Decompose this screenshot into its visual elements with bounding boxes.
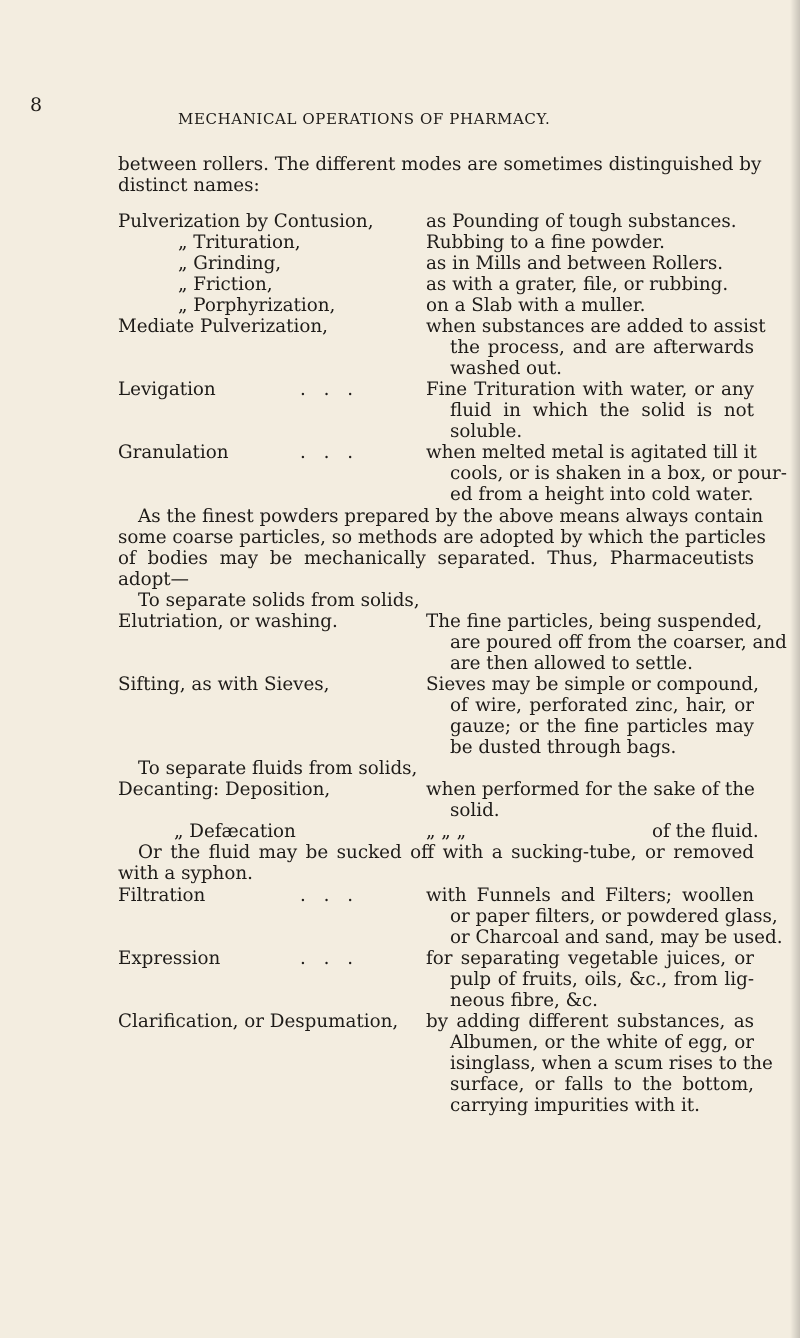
paragraph-line: adopt— [118, 569, 189, 590]
granulation-desc-line: cools, or is shaken in a box, or pour- [450, 463, 787, 484]
mediate-desc-line: the process, and are afterwards [450, 337, 754, 358]
page-edge-shadow [790, 0, 800, 1338]
paragraph-line: of bodies may be mechanically separated. Thus, Pharmaceutists [118, 548, 754, 569]
mediate-desc-line: when substances are added to assist [426, 316, 766, 337]
pulverization-desc-contusion: as Pounding of tough substances. [426, 211, 737, 232]
granulation-desc-line: ed from a height into cold water. [450, 484, 754, 505]
intro-line-1: between rollers. The different modes are sometimes distinguished by [118, 154, 762, 175]
filtration-leader-dots: . . . [300, 885, 360, 906]
paragraph-line: As the finest powders prepared by the above means always contain [138, 506, 764, 527]
pulverization-desc-grinding: as in Mills and between Rollers. [426, 253, 724, 274]
sifting-label: Sifting, as with Sieves, [118, 674, 330, 695]
pulverization-desc-porphyrization: on a Slab with a muller. [426, 295, 646, 316]
granulation-desc-line: when melted metal is agitated till it [426, 442, 757, 463]
sifting-desc-line: Sieves may be simple or compound, [426, 674, 759, 695]
filtration-label: Filtration [118, 885, 206, 906]
filtration-desc-line: or Charcoal and sand, may be used. [450, 927, 783, 948]
clarification-desc-line: isinglass, when a scum rises to the [450, 1053, 773, 1074]
levigation-label: Levigation [118, 379, 216, 400]
pulverization-label-trituration: „ Trituration, [178, 232, 301, 253]
syphon-line: with a syphon. [118, 863, 253, 884]
elutriation-label: Elutriation, or washing. [118, 611, 338, 632]
clarification-label: Clarification, or Despumation, [118, 1011, 399, 1032]
fluids-heading: To separate fluids from solids, [138, 758, 418, 779]
clarification-desc-line: by adding different substances, as [426, 1011, 754, 1032]
pulverization-label-contusion: Pulverization by Contusion, [118, 211, 374, 232]
clarification-desc-line: Albumen, or the white of egg, or [450, 1032, 754, 1053]
filtration-desc-line: or paper filters, or powdered glass, [450, 906, 778, 927]
decanting-label: Decanting: Deposition, [118, 779, 331, 800]
intro-line-2: distinct names: [118, 175, 260, 196]
elutriation-desc-line: The fine particles, being suspended, [426, 611, 763, 632]
pulverization-label-porphyrization: „ Porphyrization, [178, 295, 336, 316]
mediate-label: Mediate Pulverization, [118, 316, 328, 337]
elutriation-desc-line: are poured off from the coarser, and [450, 632, 787, 653]
defaecation-end: of the fluid. [652, 821, 759, 842]
pulverization-desc-friction: as with a grater, file, or rubbing. [426, 274, 729, 295]
paragraph-line: some coarse particles, so methods are adopted by which the particles [118, 527, 766, 548]
expression-leader-dots: . . . [300, 948, 360, 969]
defaecation-ditto-marks: „ „ „ [426, 821, 467, 842]
clarification-desc-line: surface, or falls to the bottom, [450, 1074, 754, 1095]
expression-desc-line: for separating vegetable juices, or [426, 948, 754, 969]
sifting-desc-line: be dusted through bags. [450, 737, 677, 758]
levigation-leader-dots: . . . [300, 379, 360, 400]
defaecation-label: „ Defæcation [174, 821, 296, 842]
granulation-leader-dots: . . . [300, 442, 360, 463]
levigation-desc-line: fluid in which the solid is not [450, 400, 754, 421]
expression-desc-line: pulp of fruits, oils, &c., from lig- [450, 969, 754, 990]
decanting-desc-line: solid. [450, 800, 500, 821]
filtration-desc-line: with Funnels and Filters; woollen [426, 885, 754, 906]
pulverization-label-friction: „ Friction, [178, 274, 273, 295]
expression-desc-line: neous fibre, &c. [450, 990, 598, 1011]
clarification-desc-line: carrying impurities with it. [450, 1095, 700, 1116]
pulverization-label-grinding: „ Grinding, [178, 253, 282, 274]
decanting-desc-line: when performed for the sake of the [426, 779, 755, 800]
granulation-label: Granulation [118, 442, 229, 463]
levigation-desc-line: soluble. [450, 421, 523, 442]
levigation-desc-line: Fine Trituration with water, or any [426, 379, 754, 400]
running-title: MECHANICAL OPERATIONS OF PHARMACY. [178, 110, 551, 128]
sifting-desc-line: gauze; or the fine particles may [450, 716, 754, 737]
page-number: 8 [30, 94, 43, 116]
syphon-line: Or the fluid may be sucked off with a sucking-tube, or removed [138, 842, 754, 863]
elutriation-desc-line: are then allowed to settle. [450, 653, 693, 674]
pulverization-desc-trituration: Rubbing to a fine powder. [426, 232, 665, 253]
expression-label: Expression [118, 948, 221, 969]
sifting-desc-line: of wire, perforated zinc, hair, or [450, 695, 754, 716]
solids-heading: To separate solids from solids, [138, 590, 420, 611]
mediate-desc-line: washed out. [450, 358, 562, 379]
